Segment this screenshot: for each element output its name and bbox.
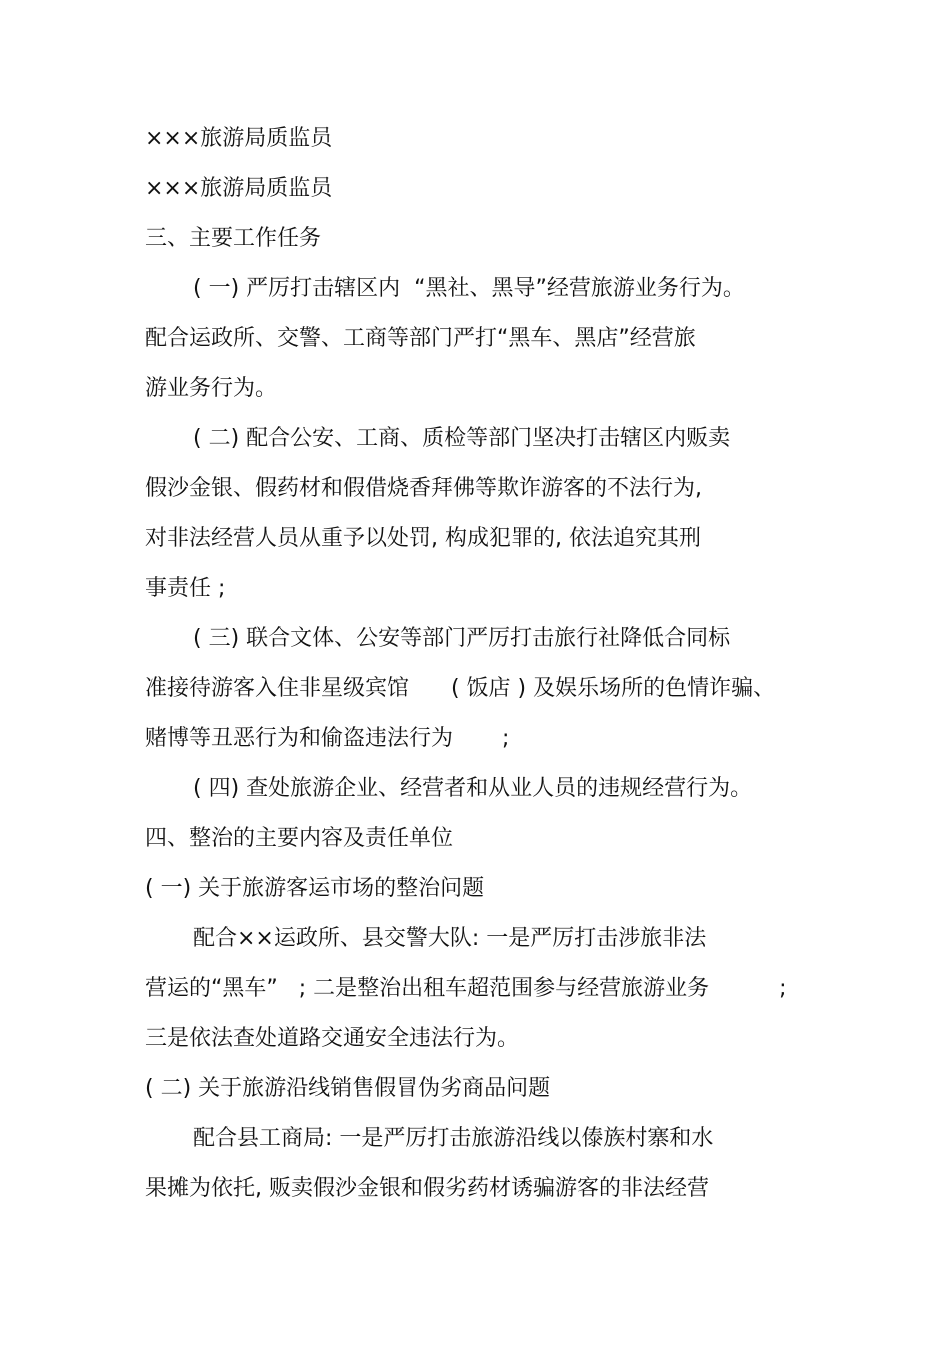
section-heading-4: 四、整治的主要内容及责任单位 bbox=[145, 826, 454, 851]
paragraph-line: 赌博等丑恶行为和偷盗违法行为 ; bbox=[145, 726, 510, 751]
signatory-line-1: ×××旅游局质监员 bbox=[145, 126, 333, 151]
section-heading-3: 三、主要工作任务 bbox=[145, 226, 322, 251]
signatory-line-2: ×××旅游局质监员 bbox=[145, 176, 333, 201]
subsection-heading: ( 一) 关于旅游客运市场的整治问题 bbox=[145, 876, 485, 901]
paragraph-line: 准接待游客入住非星级宾馆 ( 饭店 ) 及娱乐场所的色情诈骗、 bbox=[145, 676, 776, 701]
paragraph-line: 假沙金银、假药材和假借烧香拜佛等欺诈游客的不法行为, bbox=[145, 476, 702, 501]
paragraph-line: ( 二) 配合公安、工商、质检等部门坚决打击辖区内贩卖 bbox=[193, 426, 731, 451]
paragraph-line: 游业务行为。 bbox=[145, 376, 278, 401]
paragraph-line: 事责任 ; bbox=[145, 576, 226, 601]
paragraph-line: 果摊为依托, 贩卖假沙金银和假劣药材诱骗游客的非法经营 bbox=[145, 1176, 709, 1201]
paragraph-line: ( 四) 查处旅游企业、经营者和从业人员的违规经营行为。 bbox=[193, 776, 753, 801]
paragraph-line: 配合××运政所、县交警大队: 一是严厉打击涉旅非法 bbox=[193, 926, 707, 951]
paragraph-line: 对非法经营人员从重予以处罚, 构成犯罪的, 依法追究其刑 bbox=[145, 526, 701, 551]
paragraph-line: 配合运政所、交警、工商等部门严打“黑车、黑店”经营旅 bbox=[145, 326, 696, 351]
paragraph-line: 营运的“黑车” ; 二是整治出租车超范围参与经营旅游业务 ; bbox=[145, 976, 787, 1001]
paragraph-line: ( 三) 联合文体、公安等部门严厉打击旅行社降低合同标 bbox=[193, 626, 731, 651]
paragraph-line: 三是依法查处道路交通安全违法行为。 bbox=[145, 1026, 520, 1051]
paragraph-line: 配合县工商局: 一是严厉打击旅游沿线以傣族村寨和水 bbox=[193, 1126, 714, 1151]
paragraph-line: ( 一) 严厉打击辖区内 “黑社、黑导”经营旅游业务行为。 bbox=[193, 276, 745, 301]
subsection-heading: ( 二) 关于旅游沿线销售假冒伪劣商品问题 bbox=[145, 1076, 551, 1101]
